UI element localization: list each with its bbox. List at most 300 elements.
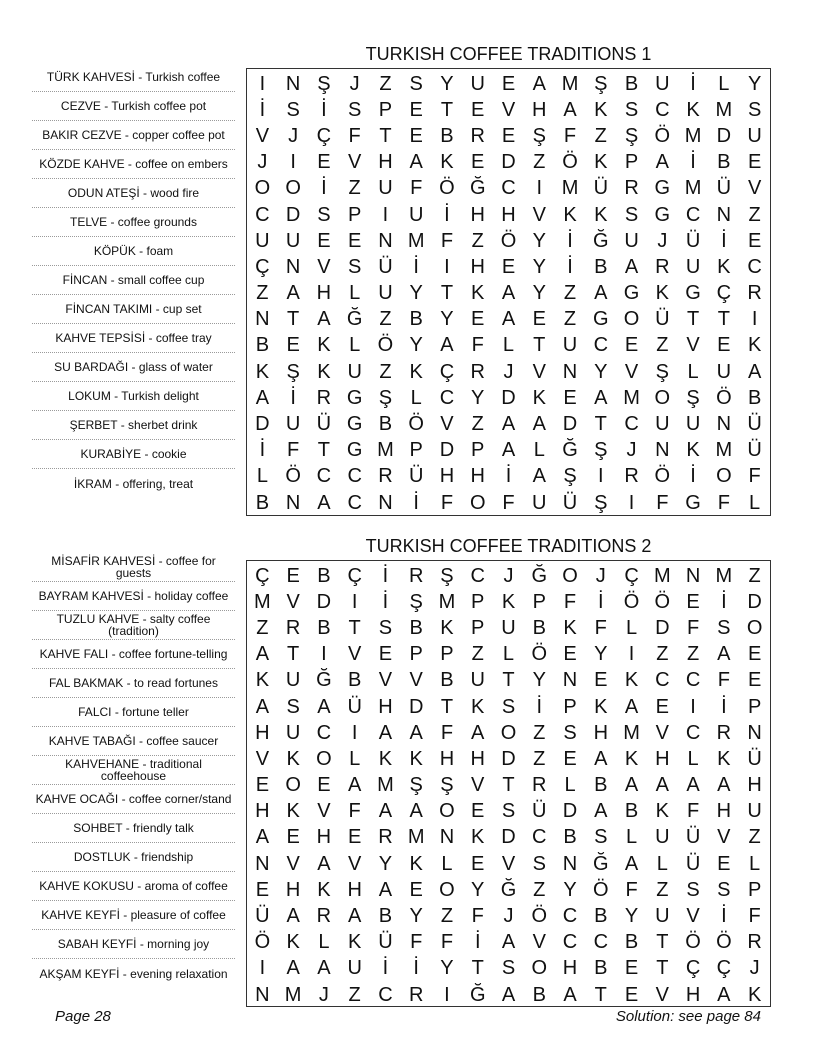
grid-cell: H: [378, 695, 393, 718]
grid-cell: A: [378, 800, 393, 823]
grid-cell: A: [255, 386, 270, 409]
grid-cell: K: [286, 747, 300, 770]
grid-cell: I: [751, 308, 758, 331]
grid-cell: A: [409, 800, 423, 823]
grid-cell: A: [409, 721, 423, 744]
grid-cell: A: [501, 983, 516, 1006]
grid-cell: N: [716, 413, 732, 436]
grid-cell: T: [440, 98, 454, 121]
puzzle-2-letter-grid: [246, 560, 771, 1007]
grid-cell: C: [685, 203, 701, 226]
grid-cell: Y: [440, 308, 454, 331]
word-list-item: KAHVE TEPSİSİ - coffee tray: [32, 324, 235, 353]
grid-cell: İ: [413, 255, 419, 278]
grid-cell: Y: [378, 852, 393, 875]
grid-cell: V: [532, 931, 546, 954]
grid-cell: D: [747, 590, 762, 613]
grid-cell: J: [288, 124, 299, 147]
grid-cell: Ğ: [469, 177, 486, 200]
grid-cell: O: [316, 747, 332, 770]
word-list-item: MİSAFİR KAHVESİ - coffee for guests: [32, 553, 235, 582]
grid-cell: V: [501, 852, 516, 875]
grid-cell: A: [501, 282, 516, 305]
grid-cell: E: [717, 852, 731, 875]
grid-cell: M: [254, 590, 271, 613]
grid-cell: C: [685, 669, 701, 692]
grid-cell: L: [625, 826, 638, 849]
grid-cell: C: [378, 983, 393, 1006]
grid-cell: E: [255, 774, 270, 797]
grid-cell: İ: [259, 98, 266, 121]
grid-cell: U: [285, 229, 301, 252]
grid-cell: T: [348, 616, 361, 639]
grid-cell: Ö: [716, 386, 732, 409]
grid-cell: Ç: [685, 957, 701, 980]
grid-cell: Ç: [716, 957, 732, 980]
grid-cell: K: [409, 747, 423, 770]
grid-cell: R: [624, 465, 639, 488]
grid-cell: E: [409, 124, 423, 147]
grid-cell: E: [471, 800, 485, 823]
grid-cell: T: [502, 669, 515, 692]
grid-cell: A: [501, 413, 516, 436]
grid-cell: Z: [256, 616, 269, 639]
grid-cell: U: [501, 616, 516, 639]
grid-cell: F: [410, 177, 423, 200]
grid-cell: H: [470, 203, 485, 226]
grid-cell: K: [747, 983, 762, 1006]
grid-cell: Ş: [440, 774, 454, 797]
grid-cell: A: [563, 98, 577, 121]
grid-cell: K: [440, 151, 454, 174]
grid-cell: A: [655, 151, 669, 174]
grid-cell: S: [717, 616, 731, 639]
grid-cell: E: [747, 669, 762, 692]
grid-cell: F: [563, 124, 577, 147]
grid-cell: Ç: [439, 360, 455, 383]
grid-cell: I: [628, 491, 635, 514]
grid-cell: U: [747, 800, 762, 823]
grid-cell: Ü: [716, 177, 732, 200]
grid-cell: K: [563, 616, 577, 639]
grid-cell: N: [255, 852, 270, 875]
grid-cell: İ: [536, 695, 543, 718]
grid-cell: C: [439, 386, 455, 409]
grid-cell: J: [257, 151, 268, 174]
grid-cell: V: [286, 852, 300, 875]
grid-cell: P: [347, 203, 362, 226]
grid-cell: İ: [690, 465, 696, 488]
grid-cell: A: [471, 721, 485, 744]
grid-cell: Y: [409, 905, 423, 928]
grid-cell: E: [717, 334, 731, 357]
grid-cell: C: [747, 255, 762, 278]
grid-cell: H: [347, 878, 362, 901]
word-list-item: KAHVE KEYFİ - pleasure of coffee: [32, 901, 235, 930]
grid-cell: C: [685, 721, 701, 744]
grid-cell: E: [471, 98, 485, 121]
grid-cell: F: [287, 439, 300, 462]
grid-cell: K: [655, 282, 669, 305]
grid-cell: U: [532, 491, 547, 514]
grid-cell: K: [655, 800, 669, 823]
grid-cell: Ş: [624, 124, 639, 147]
grid-cell: Z: [563, 282, 577, 305]
grid-cell: B: [409, 308, 423, 331]
grid-cell: U: [255, 229, 270, 252]
grid-cell: J: [318, 983, 329, 1006]
grid-cell: K: [409, 360, 423, 383]
grid-cell: Y: [532, 282, 546, 305]
grid-cell: Ü: [685, 826, 701, 849]
grid-cell: Z: [471, 229, 484, 252]
grid-cell: A: [286, 282, 300, 305]
grid-cell: C: [255, 203, 270, 226]
grid-cell: Ş: [563, 465, 577, 488]
grid-cell: İ: [290, 386, 296, 409]
grid-cell: E: [686, 590, 700, 613]
grid-cell: Ü: [685, 229, 701, 252]
word-list-item: ŞERBET - sherbet drink: [32, 411, 235, 440]
grid-cell: F: [563, 590, 577, 613]
grid-cell: H: [562, 957, 578, 980]
grid-cell: Z: [348, 177, 361, 200]
grid-cell: A: [624, 695, 639, 718]
grid-cell: İ: [321, 98, 327, 121]
grid-cell: C: [593, 931, 609, 954]
grid-cell: U: [285, 721, 301, 744]
grid-cell: A: [317, 852, 331, 875]
grid-cell: J: [503, 905, 514, 928]
grid-cell: Ö: [593, 878, 609, 901]
grid-cell: E: [317, 774, 331, 797]
grid-cell: Z: [563, 308, 577, 331]
grid-cell: E: [624, 957, 639, 980]
grid-cell: A: [378, 721, 393, 744]
grid-cell: A: [717, 774, 731, 797]
grid-cell: A: [532, 413, 546, 436]
grid-cell: G: [346, 439, 363, 462]
grid-cell: S: [747, 98, 762, 121]
grid-cell: M: [284, 983, 302, 1006]
grid-cell: Y: [532, 255, 546, 278]
grid-cell: E: [747, 151, 762, 174]
grid-cell: S: [347, 255, 362, 278]
grid-cell: A: [317, 957, 331, 980]
grid-cell: I: [444, 255, 450, 278]
grid-cell: F: [748, 465, 761, 488]
grid-cell: V: [286, 590, 300, 613]
grid-cell: Y: [624, 905, 639, 928]
grid-cell: Z: [471, 643, 484, 666]
grid-cell: S: [686, 878, 700, 901]
grid-cell: E: [286, 564, 300, 587]
grid-cell: A: [532, 72, 546, 95]
grid-cell: P: [440, 643, 454, 666]
grid-cell: H: [255, 721, 270, 744]
grid-cell: F: [686, 616, 700, 639]
grid-cell: T: [379, 124, 392, 147]
grid-cell: N: [378, 229, 393, 252]
grid-cell: E: [347, 826, 362, 849]
grid-cell: O: [746, 616, 763, 639]
word-list-item: LOKUM - Turkish delight: [32, 382, 235, 411]
grid-cell: V: [532, 360, 546, 383]
grid-cell: C: [655, 669, 670, 692]
grid-cell: R: [532, 774, 547, 797]
grid-cell: H: [439, 747, 455, 770]
grid-cell: B: [594, 957, 608, 980]
grid-cell: G: [623, 282, 640, 305]
grid-cell: K: [286, 931, 300, 954]
grid-cell: A: [594, 386, 608, 409]
grid-cell: B: [440, 124, 454, 147]
grid-cell: I: [259, 72, 266, 95]
grid-cell: D: [439, 439, 455, 462]
grid-cell: E: [563, 643, 577, 666]
grid-cell: Z: [533, 747, 546, 770]
grid-cell: A: [409, 151, 423, 174]
grid-cell: U: [347, 957, 362, 980]
grid-cell: O: [439, 800, 455, 823]
grid-cell: B: [563, 826, 577, 849]
grid-cell: V: [317, 800, 331, 823]
grid-cell: V: [532, 203, 546, 226]
grid-cell: T: [594, 413, 607, 436]
word-list-item: KAHVEHANE - traditional coffeehouse: [32, 756, 235, 785]
grid-cell: E: [471, 852, 485, 875]
grid-cell: V: [686, 905, 700, 928]
grid-cell: O: [562, 564, 578, 587]
word-list-item: FAL BAKMAK - to read fortunes: [32, 669, 235, 698]
grid-cell: S: [563, 721, 577, 744]
grid-cell: U: [378, 177, 393, 200]
grid-cell: Ü: [655, 308, 670, 331]
grid-cell: K: [317, 878, 331, 901]
grid-cell: Ü: [347, 695, 362, 718]
word-list-item: AKŞAM KEYFİ - evening relaxation: [39, 966, 228, 981]
grid-cell: Ü: [378, 255, 393, 278]
grid-cell: U: [378, 282, 393, 305]
grid-cell: O: [654, 386, 671, 409]
grid-cell: Y: [563, 878, 577, 901]
grid-cell: Y: [409, 282, 423, 305]
grid-cell: A: [501, 439, 516, 462]
grid-cell: D: [501, 826, 516, 849]
grid-cell: Z: [594, 124, 607, 147]
grid-cell: Y: [594, 643, 608, 666]
grid-cell: C: [624, 413, 639, 436]
word-list-item: KURABİYE - cookie: [32, 440, 235, 469]
grid-cell: K: [686, 439, 700, 462]
grid-cell: V: [686, 334, 700, 357]
grid-cell: T: [317, 439, 330, 462]
grid-cell: R: [408, 564, 424, 587]
grid-cell: F: [656, 491, 669, 514]
grid-cell: I: [321, 643, 327, 666]
grid-cell: U: [655, 826, 670, 849]
grid-cell: Z: [471, 413, 484, 436]
grid-cell: Ğ: [346, 308, 363, 331]
page-number: Page 28: [55, 1008, 111, 1025]
grid-cell: U: [685, 255, 701, 278]
grid-cell: B: [747, 386, 762, 409]
grid-cell: L: [502, 334, 515, 357]
grid-cell: E: [747, 229, 762, 252]
grid-cell: M: [715, 439, 733, 462]
grid-cell: Y: [594, 360, 608, 383]
grid-cell: M: [377, 774, 394, 797]
word-list-item: TELVE - coffee grounds: [32, 208, 235, 237]
grid-cell: Z: [440, 905, 454, 928]
grid-cell: O: [500, 721, 517, 744]
grid-cell: Ğ: [500, 878, 517, 901]
grid-cell: F: [594, 616, 607, 639]
grid-cell: Ü: [747, 413, 762, 436]
grid-cell: A: [717, 643, 731, 666]
grid-cell: İ: [505, 465, 512, 488]
grid-cell: Ö: [377, 334, 394, 357]
grid-cell: F: [440, 931, 454, 954]
grid-cell: İ: [690, 151, 696, 174]
grid-cell: H: [470, 255, 485, 278]
grid-cell: S: [378, 616, 393, 639]
word-list-item: TUZLU KAHVE - salty coffee (tradition): [32, 611, 235, 640]
grid-cell: V: [655, 983, 669, 1006]
grid-cell: K: [594, 151, 608, 174]
grid-cell: F: [348, 800, 361, 823]
grid-cell: M: [684, 177, 702, 200]
grid-cell: K: [501, 590, 516, 613]
grid-cell: H: [470, 465, 485, 488]
grid-cell: O: [285, 177, 301, 200]
grid-cell: Ö: [285, 465, 301, 488]
grid-cell: S: [286, 98, 300, 121]
grid-cell: N: [685, 564, 701, 587]
grid-cell: Ş: [532, 124, 546, 147]
grid-cell: P: [624, 151, 639, 174]
grid-cell: C: [532, 826, 547, 849]
grid-cell: E: [347, 229, 362, 252]
grid-cell: F: [502, 491, 515, 514]
grid-cell: Ö: [531, 643, 548, 666]
grid-cell: A: [255, 643, 270, 666]
grid-cell: R: [655, 255, 670, 278]
grid-cell: I: [690, 695, 696, 718]
grid-cell: B: [624, 72, 639, 95]
grid-cell: S: [501, 957, 516, 980]
grid-cell: T: [440, 282, 454, 305]
grid-cell: R: [316, 905, 332, 928]
grid-cell: U: [347, 360, 362, 383]
grid-cell: L: [349, 334, 361, 357]
grid-cell: M: [561, 72, 579, 95]
grid-cell: P: [378, 98, 393, 121]
grid-cell: L: [749, 491, 761, 514]
grid-cell: A: [594, 800, 608, 823]
grid-cell: P: [563, 695, 577, 718]
grid-cell: G: [654, 203, 671, 226]
grid-cell: A: [594, 282, 608, 305]
grid-cell: A: [286, 905, 300, 928]
grid-cell: Ü: [593, 177, 609, 200]
grid-cell: Ğ: [593, 229, 609, 252]
grid-cell: B: [378, 905, 393, 928]
grid-cell: K: [532, 386, 546, 409]
grid-cell: Ü: [562, 491, 578, 514]
grid-cell: R: [747, 931, 762, 954]
grid-cell: H: [655, 747, 670, 770]
grid-cell: İ: [721, 695, 727, 718]
grid-cell: A: [255, 695, 270, 718]
grid-cell: H: [685, 983, 701, 1006]
word-list-item: FİNCAN - small coffee cup: [32, 266, 235, 295]
grid-cell: Ü: [378, 931, 393, 954]
grid-cell: K: [471, 695, 485, 718]
grid-cell: K: [409, 852, 423, 875]
grid-cell: U: [655, 905, 670, 928]
word-list-item: KAHVE TABAĞI - coffee saucer: [32, 727, 235, 756]
puzzle-1-word-list: [32, 63, 235, 498]
grid-cell: T: [440, 695, 454, 718]
grid-cell: N: [562, 360, 578, 383]
grid-cell: Ğ: [593, 852, 609, 875]
grid-cell: S: [286, 695, 300, 718]
grid-cell: İ: [598, 590, 604, 613]
grid-cell: C: [655, 98, 670, 121]
grid-cell: V: [255, 124, 270, 147]
grid-cell: K: [747, 334, 762, 357]
grid-cell: A: [501, 308, 516, 331]
grid-cell: Z: [256, 282, 269, 305]
grid-cell: B: [255, 334, 270, 357]
grid-cell: S: [501, 695, 516, 718]
grid-cell: İ: [413, 491, 419, 514]
grid-cell: I: [351, 721, 358, 744]
grid-cell: S: [532, 852, 546, 875]
grid-cell: H: [747, 774, 762, 797]
grid-cell: İ: [413, 957, 419, 980]
grid-cell: J: [626, 439, 637, 462]
grid-cell: K: [317, 334, 331, 357]
grid-cell: Z: [748, 203, 761, 226]
grid-cell: D: [501, 151, 516, 174]
grid-cell: Ö: [654, 590, 671, 613]
grid-cell: L: [256, 465, 268, 488]
grid-cell: Ş: [286, 360, 300, 383]
grid-cell: L: [502, 643, 515, 666]
grid-cell: A: [317, 491, 331, 514]
grid-cell: B: [594, 255, 608, 278]
grid-cell: Ö: [623, 590, 640, 613]
word-list-item: CEZVE - Turkish coffee pot: [32, 92, 235, 121]
grid-cell: Z: [656, 334, 669, 357]
grid-cell: A: [317, 308, 331, 331]
grid-cell: E: [378, 643, 393, 666]
word-list-item: KÖPÜK - foam: [32, 237, 235, 266]
grid-cell: Ş: [594, 72, 608, 95]
grid-cell: O: [254, 177, 271, 200]
grid-cell: E: [624, 983, 639, 1006]
grid-cell: Y: [532, 229, 546, 252]
grid-cell: A: [655, 774, 669, 797]
grid-cell: B: [255, 491, 270, 514]
grid-cell: Z: [533, 878, 546, 901]
grid-cell: İ: [382, 590, 389, 613]
grid-cell: S: [594, 826, 608, 849]
grid-cell: L: [687, 747, 699, 770]
grid-cell: R: [470, 124, 485, 147]
